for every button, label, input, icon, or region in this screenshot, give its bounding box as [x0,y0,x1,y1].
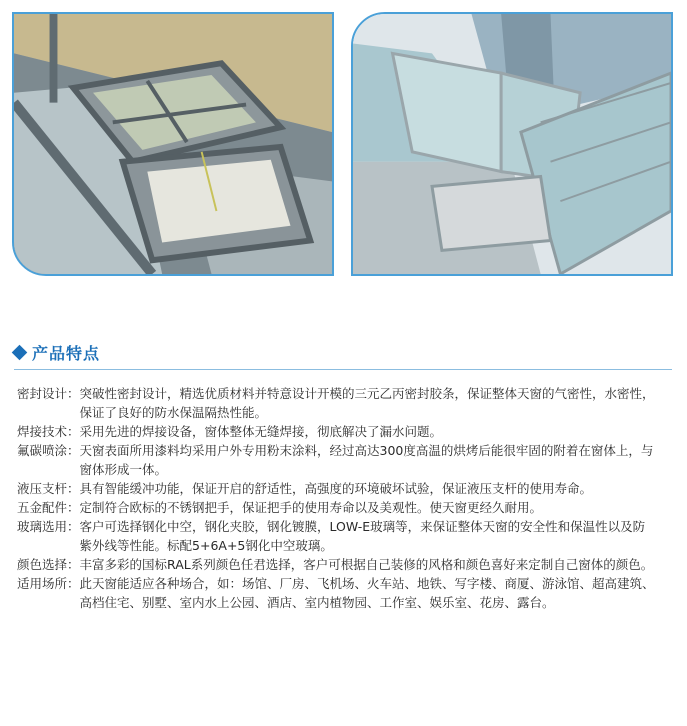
feature-item-glass [17,517,657,555]
feature-text: 此天窗能适应各种场合，如：场馆、厂房、飞机场、火车站、地铁、写字楼、商厦、游泳馆、超高建筑、高档住宅、别墅、室内水上公园、酒店、室内植物园、工作室、娱乐室、花房、露台。 [79,576,655,610]
feature-text: 丰富多彩的国标RAL系列颜色任君选择，客户可根据自己装修的风格和颜色喜好来定制自己窗体的颜色。 [79,557,654,572]
feature-item-color [17,555,657,574]
skylight-photo-right [351,12,673,276]
feature-item-hydraulic [17,479,657,498]
feature-label: 液压支杆： [17,481,80,496]
feature-item-hardware [17,498,657,517]
feature-text: 采用先进的焊接设备，窗体整体无缝焊接，彻底解决了漏水问题。 [79,424,443,439]
feature-label: 密封设计： [17,386,80,401]
heading-divider [14,369,672,370]
feature-text: 突破性密封设计，精选优质材料并特意设计开模的三元乙丙密封胶条，保证整体天窗的气密性，水密性，保证了良好的防水保温隔热性能。 [79,386,655,420]
section-title: 产品特点 [32,344,101,363]
skylight-illustration-left [14,14,332,274]
section-heading [14,341,100,364]
feature-list [17,384,657,612]
feature-item-seal [17,384,657,422]
diamond-bullet-icon [12,345,28,361]
skylight-photo-left [12,12,334,276]
feature-text: 定制符合欧标的不锈钢把手，保证把手的使用寿命以及美观性。使天窗更经久耐用。 [79,500,543,515]
feature-item-welding [17,422,657,441]
feature-label: 氟碳喷涂： [17,443,80,458]
feature-item-coating [17,441,657,479]
feature-item-applications [17,574,657,612]
feature-label: 焊接技术： [17,424,80,439]
skylight-illustration-right [353,14,671,274]
feature-text: 客户可选择钢化中空，钢化夹胶，钢化镀膜，LOW-E玻璃等，来保证整体天窗的安全性和保温性以及防紫外线等性能。标配5+6A+5钢化中空玻璃。 [79,519,646,553]
feature-text: 天窗表面所用漆料均采用户外专用粉末涂料，经过高达300度高温的烘烤后能很牢固的附着在窗体上，与窗体形成一体。 [79,443,654,477]
feature-text: 具有智能缓冲功能，保证开启的舒适性，高强度的环境破坏试验，保证液压支杆的使用寿命。 [79,481,593,496]
feature-label: 玻璃选用： [17,519,80,534]
feature-label: 适用场所： [17,576,80,591]
feature-label: 颜色选择： [17,557,80,572]
feature-label: 五金配件： [17,500,80,515]
